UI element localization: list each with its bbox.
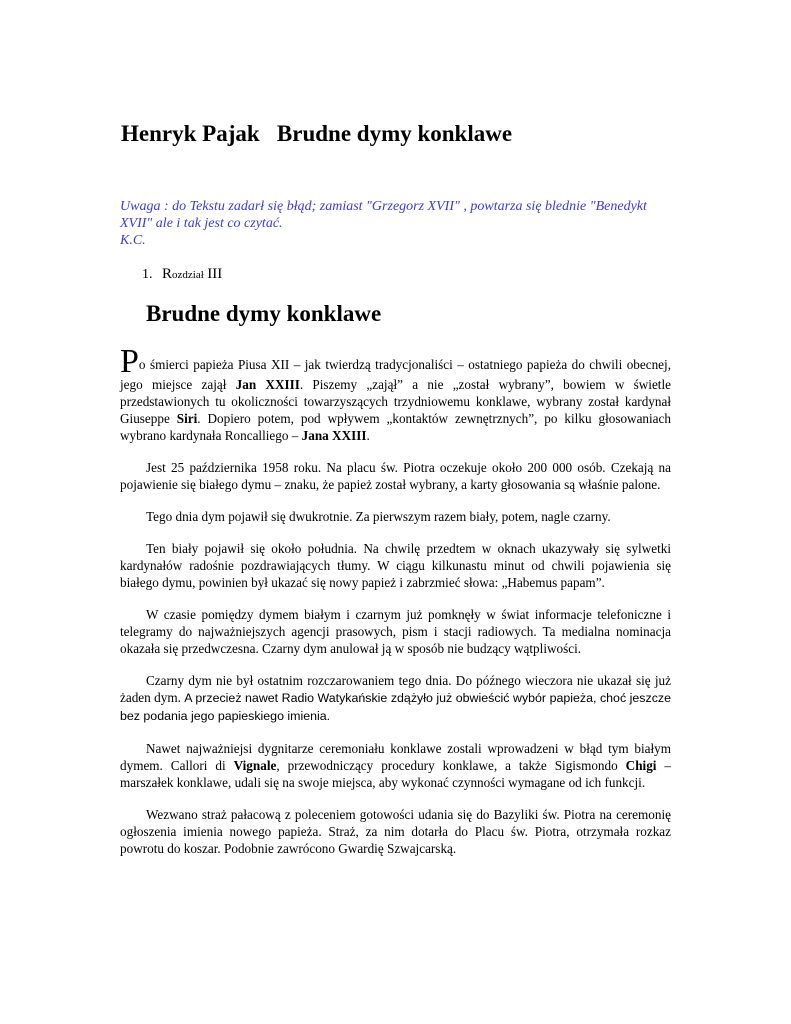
list-number: 1.	[142, 267, 153, 282]
paragraph-text-sans: A przecież nawet Radio Watykańskie zdążyło już obwieścić wybór papieża, choć jeszcze bez podania jego papieskiego imienia.	[120, 691, 671, 723]
paragraph: Jest 25 października 1958 roku. Na placu św. Piotra oczekuje około 200 000 osób. Czekają na pojawienie się białego dymu – znaku, że papież został wybrany, a karty głosowania są właśnie palone.	[120, 460, 671, 492]
paragraph	[120, 343, 671, 444]
paragraph: Tego dnia dym pojawił się dwukrotnie. Za pierwszym razem biały, potem, nagle czarny.	[146, 509, 611, 524]
bold-name: Jan XXIII	[235, 377, 300, 392]
document-body	[120, 343, 671, 872]
bold-name: Jana XXIII	[301, 428, 367, 443]
paragraph-text: o śmierci papieża Piusa XII – jak twierdzą tradycjonaliści – ostatniego papieża do chwili obecnej, jego miejsce zajął	[120, 357, 671, 392]
paragraph-text: . Dopiero potem, pod wpływem „kontaktów zewnętrznych”, po kilku głosowaniach wybrano kardynała Roncalliego –	[120, 411, 671, 443]
paragraph-text: , przewodniczący procedury konklawe, a także Sigismondo	[276, 758, 626, 773]
paragraph: Ten biały pojawił się około południa. Na chwilę przedtem w oknach ukazywały się sylwetki kardynałów radośnie pozdrawiających tłumy. W ciągu kilkunastu minut od chwili pojawienia się białego dymu, powinien był ukazać się nowy papież i zabrzmieć słowa: „Habemus papam”.	[120, 541, 671, 590]
note-signature: K.C.	[120, 233, 146, 248]
drop-cap: P	[120, 343, 139, 380]
paragraph	[120, 672, 671, 725]
paragraph: W czasie pomiędzy dymem białym i czarnym już pomknęły w świat informacje telefoniczne i telegramy do najważniejszych agencji prasowych, pism i stacji radiowych. Ta medialna nominacja okazała się przedwczesna. Czarny dym anulował ją w sposób nie budzący wątpliwości.	[120, 607, 671, 656]
paragraph-text: Czarny dym nie był ostatnim rozczarowaniem tego dnia. Do późnego wieczora nie ukazał się już żaden dym.	[120, 673, 671, 705]
paragraph-text: Nawet najważniejsi dygnitarze ceremoniału konklawe zostali wprowadzeni w błąd tym białym dymem. Callori di	[120, 741, 671, 773]
bold-name: Siri	[176, 411, 198, 426]
section-heading: Brudne dymy konklawe	[146, 301, 382, 326]
chapter-initial: R	[162, 266, 173, 282]
bold-name: Chigi	[625, 758, 657, 773]
editor-note	[120, 198, 680, 249]
chapter-number: III	[207, 266, 223, 282]
document-title: Henryk Pajak Brudne dymy konklawe	[121, 121, 513, 146]
bold-name: Vignale	[233, 758, 277, 773]
chapter-word: ozdział	[172, 269, 204, 281]
paragraph	[120, 740, 671, 791]
paragraph: Wezwano straż pałacową z poleceniem gotowości udania się do Bazyliki św. Piotra na ceremonię ogłoszenia imienia nowego papieża. Straż, za nim dotarła do Placu św. Piotra, otrzymała rozkaz powrotu do koszar. Podobnie zawrócono Gwardię Szwajcarską.	[120, 807, 671, 856]
paragraph-text: . Piszemy „zajął” a nie „został wybrany”, bowiem w świetle przedstawionych tu okoliczności towarzyszących trzydniowemu konklawe, wybrany został kardynał Giuseppe	[120, 377, 671, 426]
paragraph-text: – marszałek konklawe, udali się na swoje miejsca, aby wykonać czynności wymagane od ich funkcji.	[120, 758, 671, 790]
chapter-list-item	[142, 266, 222, 283]
note-line: Uwaga : do Tekstu zadarł się błąd; zamiast "Grzegorz XVII" , powtarza się blednie "Benedykt XVII" ale i tak jest co czytać.	[120, 199, 647, 231]
paragraph-text: .	[366, 428, 370, 443]
